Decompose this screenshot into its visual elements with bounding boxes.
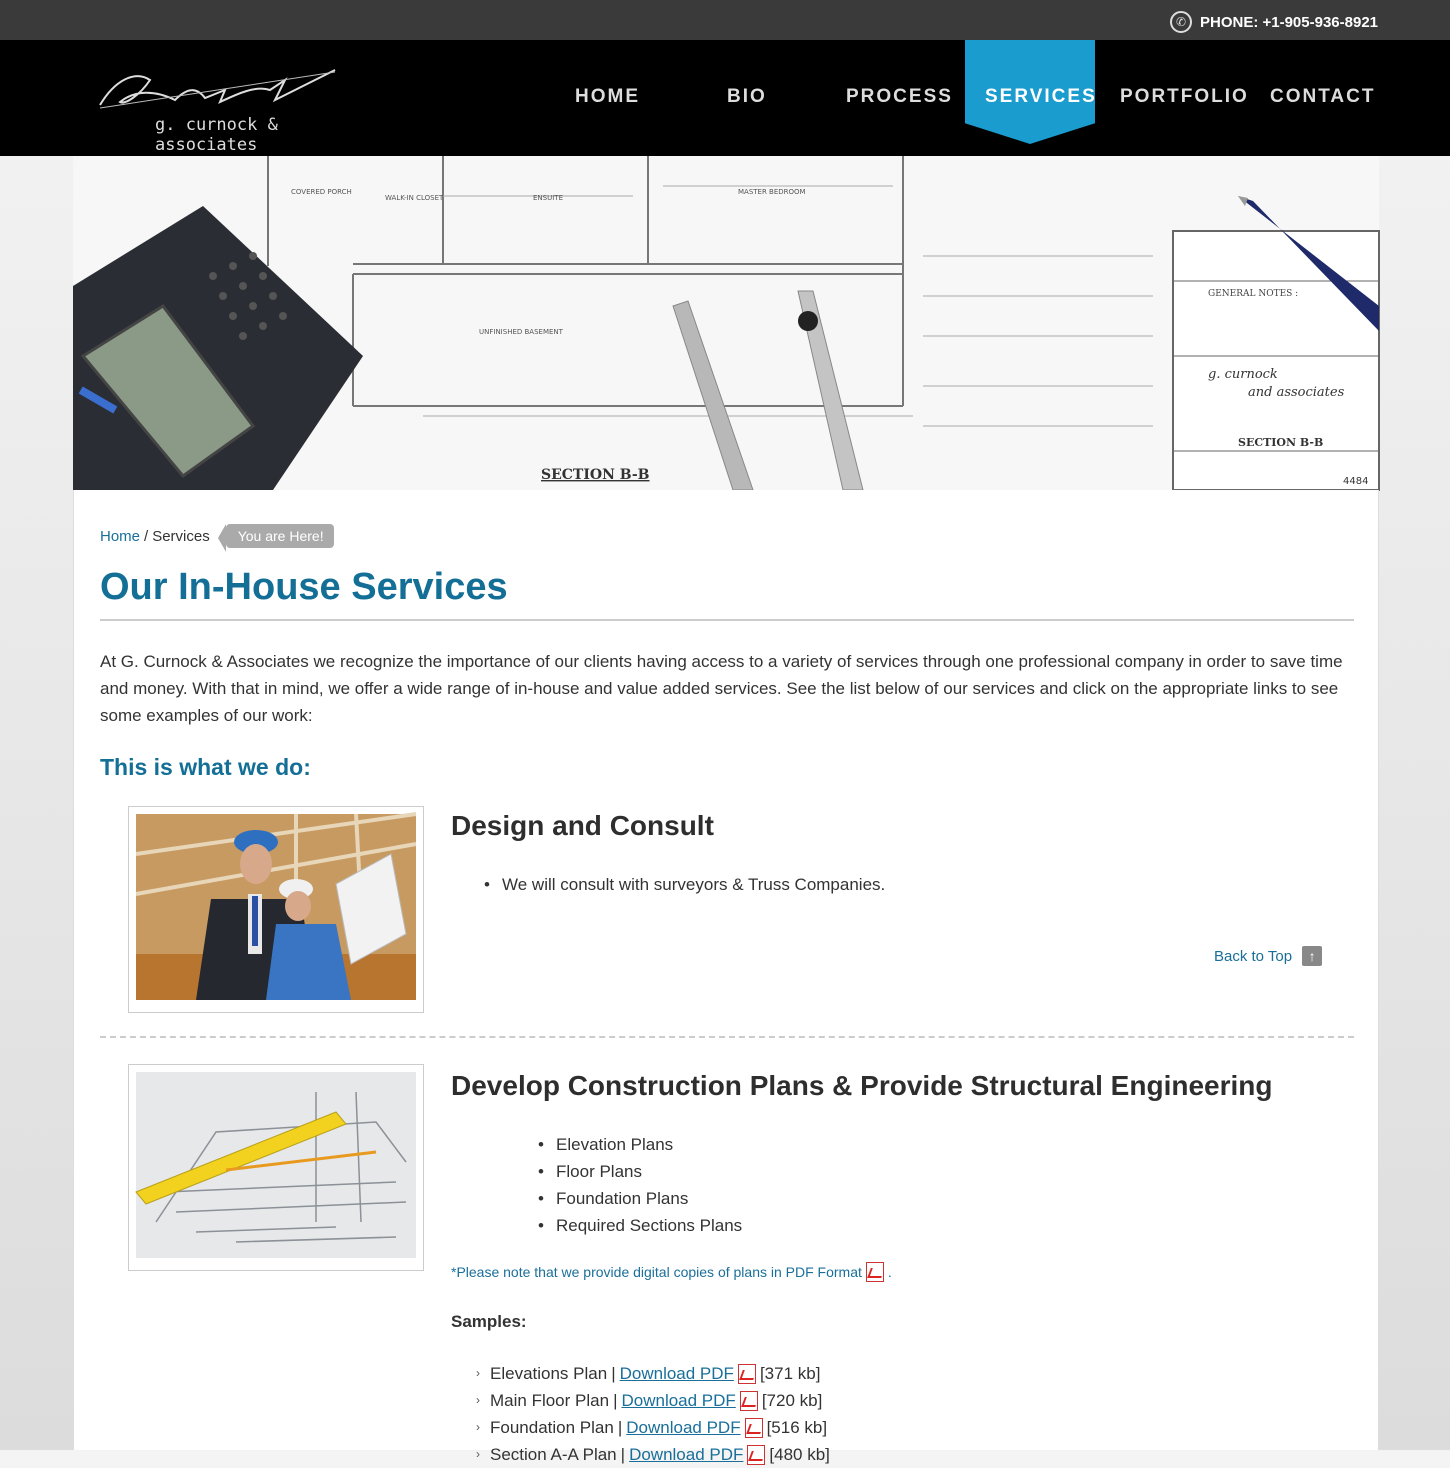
design-consult-bullets xyxy=(484,871,885,898)
chevron-right-icon: › xyxy=(476,1420,480,1434)
page-title: Our In-House Services xyxy=(100,566,508,608)
signature-logo-icon xyxy=(95,60,345,120)
service-title-construction-plans: Develop Construction Plans & Provide Structural Engineering xyxy=(451,1070,1273,1101)
sample-item xyxy=(476,1360,830,1387)
pdf-note-text: *Please note that we provide digital copies of plans in PDF Format xyxy=(451,1264,862,1280)
room-label-master-bedroom: MASTER BEDROOM xyxy=(738,188,806,196)
phone-icon: ✆ xyxy=(1170,11,1192,33)
breadcrumb-home[interactable]: Home xyxy=(100,527,141,545)
arrow-up-icon: ↑ xyxy=(1302,946,1322,966)
nav-services[interactable]: SERVICES xyxy=(985,86,1097,107)
hero-banner xyxy=(73,156,1379,490)
service-title-design-consult: Design and Consult xyxy=(451,810,714,841)
construction-plans-bullets xyxy=(538,1131,742,1239)
list-item: • Elevation Plans xyxy=(538,1131,742,1158)
title-divider xyxy=(100,619,1354,621)
pdf-icon xyxy=(747,1445,765,1465)
sheet-number: 4484 xyxy=(1343,476,1369,487)
back-to-top-label: Back to Top xyxy=(1214,947,1293,965)
section-divider xyxy=(100,1036,1354,1038)
services-subheading: This is what we do: xyxy=(100,754,311,780)
list-item: • Required Sections Plans xyxy=(538,1212,742,1239)
download-pdf-link[interactable]: Download PDF xyxy=(621,1391,736,1410)
pdf-note-end: . xyxy=(887,1264,892,1280)
download-pdf-link[interactable]: Download PDF xyxy=(629,1445,744,1464)
pdf-icon xyxy=(738,1364,756,1384)
design-consult-thumbnail[interactable] xyxy=(128,806,424,1013)
construction-plans-thumbnail[interactable] xyxy=(128,1064,424,1271)
download-pdf-link[interactable]: Download PDF xyxy=(626,1418,741,1437)
nav-home[interactable]: HOME xyxy=(575,86,640,107)
breadcrumb-current: Services xyxy=(152,527,210,545)
sample-item xyxy=(476,1387,830,1414)
sample-name: Section A-A Plan xyxy=(490,1445,617,1464)
site-logo[interactable] xyxy=(95,60,345,155)
sample-item xyxy=(476,1414,830,1441)
section-label: SECTION B-B xyxy=(541,467,650,483)
list-item: • We will consult with surveyors & Truss Companies. xyxy=(484,871,885,898)
blueprint-image xyxy=(73,156,1379,490)
back-to-top-link[interactable] xyxy=(1214,946,1322,966)
samples-list xyxy=(476,1360,830,1468)
chevron-right-icon: › xyxy=(476,1366,480,1380)
phone-contact[interactable] xyxy=(1170,11,1378,33)
phone-label: PHONE: +1-905-936-8921 xyxy=(1199,13,1378,31)
you-are-here-badge: You are Here! xyxy=(226,524,334,548)
breadcrumb xyxy=(100,524,334,548)
sample-name: Main Floor Plan xyxy=(490,1391,610,1410)
sample-size: [371 kb] xyxy=(759,1364,821,1383)
room-label-closet: WALK-IN CLOSET xyxy=(385,194,444,202)
sample-separator: | xyxy=(613,1391,618,1410)
chevron-right-icon: › xyxy=(476,1393,480,1407)
room-label-ensuite: ENSUITE xyxy=(533,194,563,202)
sample-separator: | xyxy=(617,1418,623,1437)
title-block-line-2: and associates xyxy=(1248,385,1345,400)
top-bar xyxy=(0,0,1450,40)
intro-paragraph: At G. Curnock & Associates we recognize the importance of our clients having access to a variety of services through one professional company in order to save time and money. With that in mind, we offer a wide range of in-house and value added services. See the list below of our services and click on the appropriate links to see some examples of our work: xyxy=(100,652,1343,725)
sample-size: [516 kb] xyxy=(766,1418,828,1437)
nav-bio[interactable]: BIO xyxy=(727,86,767,107)
blueprint-ruler-photo xyxy=(136,1072,416,1258)
logo-text: g. curnock & associates xyxy=(155,115,278,155)
nav-process[interactable]: PROCESS xyxy=(846,86,953,107)
general-notes-label: GENERAL NOTES : xyxy=(1208,289,1299,299)
sample-separator: | xyxy=(611,1364,616,1383)
pdf-icon xyxy=(745,1418,763,1438)
pdf-format-note xyxy=(451,1262,892,1282)
nav-contact[interactable]: CONTACT xyxy=(1270,86,1376,107)
download-pdf-link[interactable]: Download PDF xyxy=(619,1364,734,1383)
nav-portfolio[interactable]: PORTFOLIO xyxy=(1120,86,1249,107)
list-item: • Foundation Plans xyxy=(538,1185,742,1212)
sample-separator: | xyxy=(620,1445,626,1464)
sample-item xyxy=(476,1441,830,1468)
breadcrumb-separator: / xyxy=(144,527,149,545)
sample-name: Foundation Plan xyxy=(490,1418,614,1437)
sample-size: [720 kb] xyxy=(761,1391,823,1410)
main-content xyxy=(73,490,1379,1464)
chevron-right-icon: › xyxy=(476,1447,480,1461)
list-item: • Floor Plans xyxy=(538,1158,742,1185)
sample-name: Elevations Plan xyxy=(490,1364,608,1383)
title-block-section: SECTION B-B xyxy=(1238,436,1324,449)
title-block-line-1: g. curnock xyxy=(1208,367,1278,382)
room-label-basement: UNFINISHED BASEMENT xyxy=(479,328,563,336)
sample-size: [480 kb] xyxy=(769,1445,830,1464)
engineers-photo xyxy=(136,814,416,1000)
pdf-icon xyxy=(866,1262,884,1282)
samples-heading: Samples: xyxy=(451,1312,527,1331)
main-navigation xyxy=(0,40,1450,156)
room-label-porch: COVERED PORCH xyxy=(291,188,352,196)
pdf-icon xyxy=(740,1391,758,1411)
